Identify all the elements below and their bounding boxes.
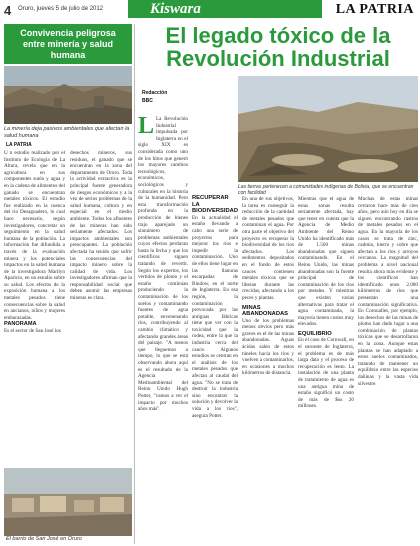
sidebar-byline: LA PATRIA	[6, 142, 32, 148]
main-body-text: Uno de los problemas menos obvios pero más graves es el de las minas abandonadas. Aguas ácidas salen de estos túneles hacia los ríos y vuelven a contaminarlos, en ocasiones a muchos kilómetros de distancia.	[242, 317, 294, 377]
page-number: 4	[4, 3, 12, 18]
main-body-text: "No se trata de destruir la industria sino encontrar la solución y devolver la vida a los ríos", asegura Potter.	[192, 379, 238, 419]
mining-landscape-image	[4, 66, 132, 124]
main-column-3	[242, 196, 294, 544]
sidebar-subhead-panorama: PANORAMA	[4, 321, 37, 328]
page-header	[0, 0, 420, 20]
main-body-text: La magnitud del problema a nivel nacional resulta ahora más evidente y los científicos han identificado unos 2.000 kilómetros de ríos que presentan una contaminación significativa.	[358, 255, 418, 308]
main-body-text: La Revolución Industrial impulsada por Inglaterra en el siglo XIX es considerada como uno de los hitos que generó los mayores cambios tecnológicos, económicos, sociológicos y culturales en la historia de la humanidad. Pero esta transformación profunda en la producción de bienes trajo aparejado un sinnúmero de problemas ambientales cuyos efectos perduran hasta la fecha y que los científicos siguen tratando de revertir. Según los expertos, los vertidos de plomo y el estaño continúan produciendo la contaminación de los suelos y contaminando fuentes de agua potable, envenenando ríos, contribuyendo al cambio climático y afectando grandes áreas del paisaje.	[138, 116, 188, 347]
sidebar-photo-2	[4, 468, 132, 536]
sidebar-article	[4, 24, 132, 542]
redaccion-credit	[138, 86, 190, 114]
main-column-4	[298, 196, 354, 544]
sidebar-title: Convivencia peligrosa entre minería y salud humana	[20, 28, 116, 60]
sidebar-body-text: U n estudio realizado por el Instituto de Ecología de La Altura, revela que en la agricultura en sus componentes suelo y agua y en la cadena de alimentos del ganado se encuentran metales tóxicos. El estudio fue realizado en la cuenca del río Desaguadero, lo cual hace necesario, según investigadores, concretar un seguimiento en la salud humana de la población. La información fue difundida a través de la evaluación minera y los potenciales impactos en la salud humana de la investigadora Marilyn Aparicio, en un estudio sobre su salud. Los efectos de la exposición humana a los metales pesados tiene consecuencias sobre la salud en ancianos, niños y mujeres embarazadas.	[4, 150, 65, 321]
redaccion-source: BBC	[142, 98, 153, 104]
sidebar-columns	[4, 150, 132, 470]
subhead-minas-abandonadas: MINAS ABANDONADAS	[242, 304, 289, 318]
column-divider	[134, 24, 135, 544]
main-body-text: Y mientras que existen varias alternativas para tratar el agua contaminada, la mayoría tienen costos muy elevados.	[298, 288, 354, 328]
main-column-2	[192, 74, 238, 544]
subhead-biodiversidad: RECUPERAR LA BIODIVERSIDAD	[192, 195, 238, 215]
main-article-columns	[138, 116, 418, 544]
main-headline: El legado tóxico de la Revolución Industrial	[165, 23, 391, 71]
main-photo-caption: Las tierras pertenecen a comunidades indígenas de Bolivia, que se encuentran con facilidad	[238, 184, 414, 196]
subhead-equilibrio: EQUILIBRIO	[298, 330, 332, 337]
main-body-text: En el caso de Cornwall, en el suroeste de Inglaterra, el problema es de más larga data y el proceso de recuperación es lento. La instalación de una planta de tratamiento de agua es una antigua mina de estaño significó un costo de más de $us 20 millones.	[298, 337, 354, 410]
main-body-text: Muchas de estas minas cerraron hace más de cien años, pero aún hoy en día se siguen encontrando rastros de metales pesados en el agua. En la mayoría de los casos se trata de zinc, cadmio, hierro y cobre que afectan a los ríos y arroyos cercanos.	[358, 196, 418, 262]
neighborhood-image	[4, 468, 132, 536]
section-name: Kiswara	[150, 1, 201, 17]
sidebar-column-2	[70, 150, 132, 466]
sidebar-body-text: desechos mineros, sus residuos, el ganado que se encuentran en la zona del departamento de Oruro. Toda la actividad extractiva es la principal fuente generadora de riesgos económicos y a la vez de serios problemas de la salud humana, cultura y en especial en el medio ambiente. Todos los afluentes de las mineras han sido seriamente afectados. Los impactos ambientales son preocupantes. La población afectada ha tenido que sufrir las consecuencias del impacto minero sobre la calidad de vida. Los investigadores afirman que la responsabilidad social que deben asumir las empresas mineras es clara.	[70, 150, 132, 302]
sidebar-title-box	[4, 24, 132, 64]
drop-cap: L	[138, 116, 155, 139]
redaccion-label: Redacción	[142, 90, 168, 96]
sidebar-photo	[4, 66, 132, 124]
main-body-text: En Cornualles, por ejemplo, los desechos de las minas de plomo han dado lugar a una combinación de plantas tóxicas que se desarrollaron en la zona. Aunque estas plantas se han adaptado a estos suelos contaminados, tratando de mantener un equilibrio entre las especies dañinas y la vasta vida silvestre.	[358, 308, 418, 387]
newspaper-brand: LA PATRIA	[335, 2, 414, 17]
sidebar-column-1	[4, 150, 65, 446]
main-body-text: En una de sus objetivos, la tarea es conseguir la reducción de la cantidad de metales pesados que contaminan el agua. Por otra parte el objetivo del proyecto es recuperar la biodiversidad de los ríos afectados. Los sedimentos depositados en el fondo de estos cauces contienen metales tóxicos que se liberan durante las crecidas, afectando a los peces y plantas.	[242, 196, 294, 301]
sidebar-photo-2-caption: El barrio de San José en Oruro	[6, 536, 82, 542]
issue-date: Oruro, jueves 5 de julio de 2012	[18, 6, 104, 12]
sidebar-body-text: Es el sector de San José los	[4, 328, 61, 335]
main-column-1	[138, 116, 188, 544]
sidebar-photo-caption: La minería deja pasivos ambientales que afectan la salud humana	[4, 126, 130, 139]
main-body-text: Mientras que el agua de estas zonas resulta seriamente afectada, hay que tener en cuenta que la Agencia de Medio Ambiente del Reino Unido ha identificado más de 1.500 minas abandonadas que siguen contaminando. En el Reino Unido, las minas abandonadas son la fuente principal de contaminación de los ríos por metales.	[298, 196, 354, 295]
main-body-text: En la actualidad el estaño llevando a cabo una serie de proyectos para mejorar los ríos e impedir la contaminación. Uno de ellos tiene lugar en las llanuras escarpadas de Bindow, en el norte de Inglaterra. En esa región, la contaminación provocada por las antiguas fábricas tiene que ver con la toxicidad que la rodea, entre la que la industria cerca del cauce. Algunos estudios se centran en el análisis de los metales pesados que afectan al caudal del agua.	[192, 214, 238, 386]
main-body-text: "A menos que lleguemos a tiempo, lo que se está observando ahora aquí es el resultado de la Agencia Medioambiental del Reino Unido Hugh Potter, "vamos a ver el impacto por muchos años más".	[138, 340, 188, 413]
main-column-5	[358, 196, 418, 544]
